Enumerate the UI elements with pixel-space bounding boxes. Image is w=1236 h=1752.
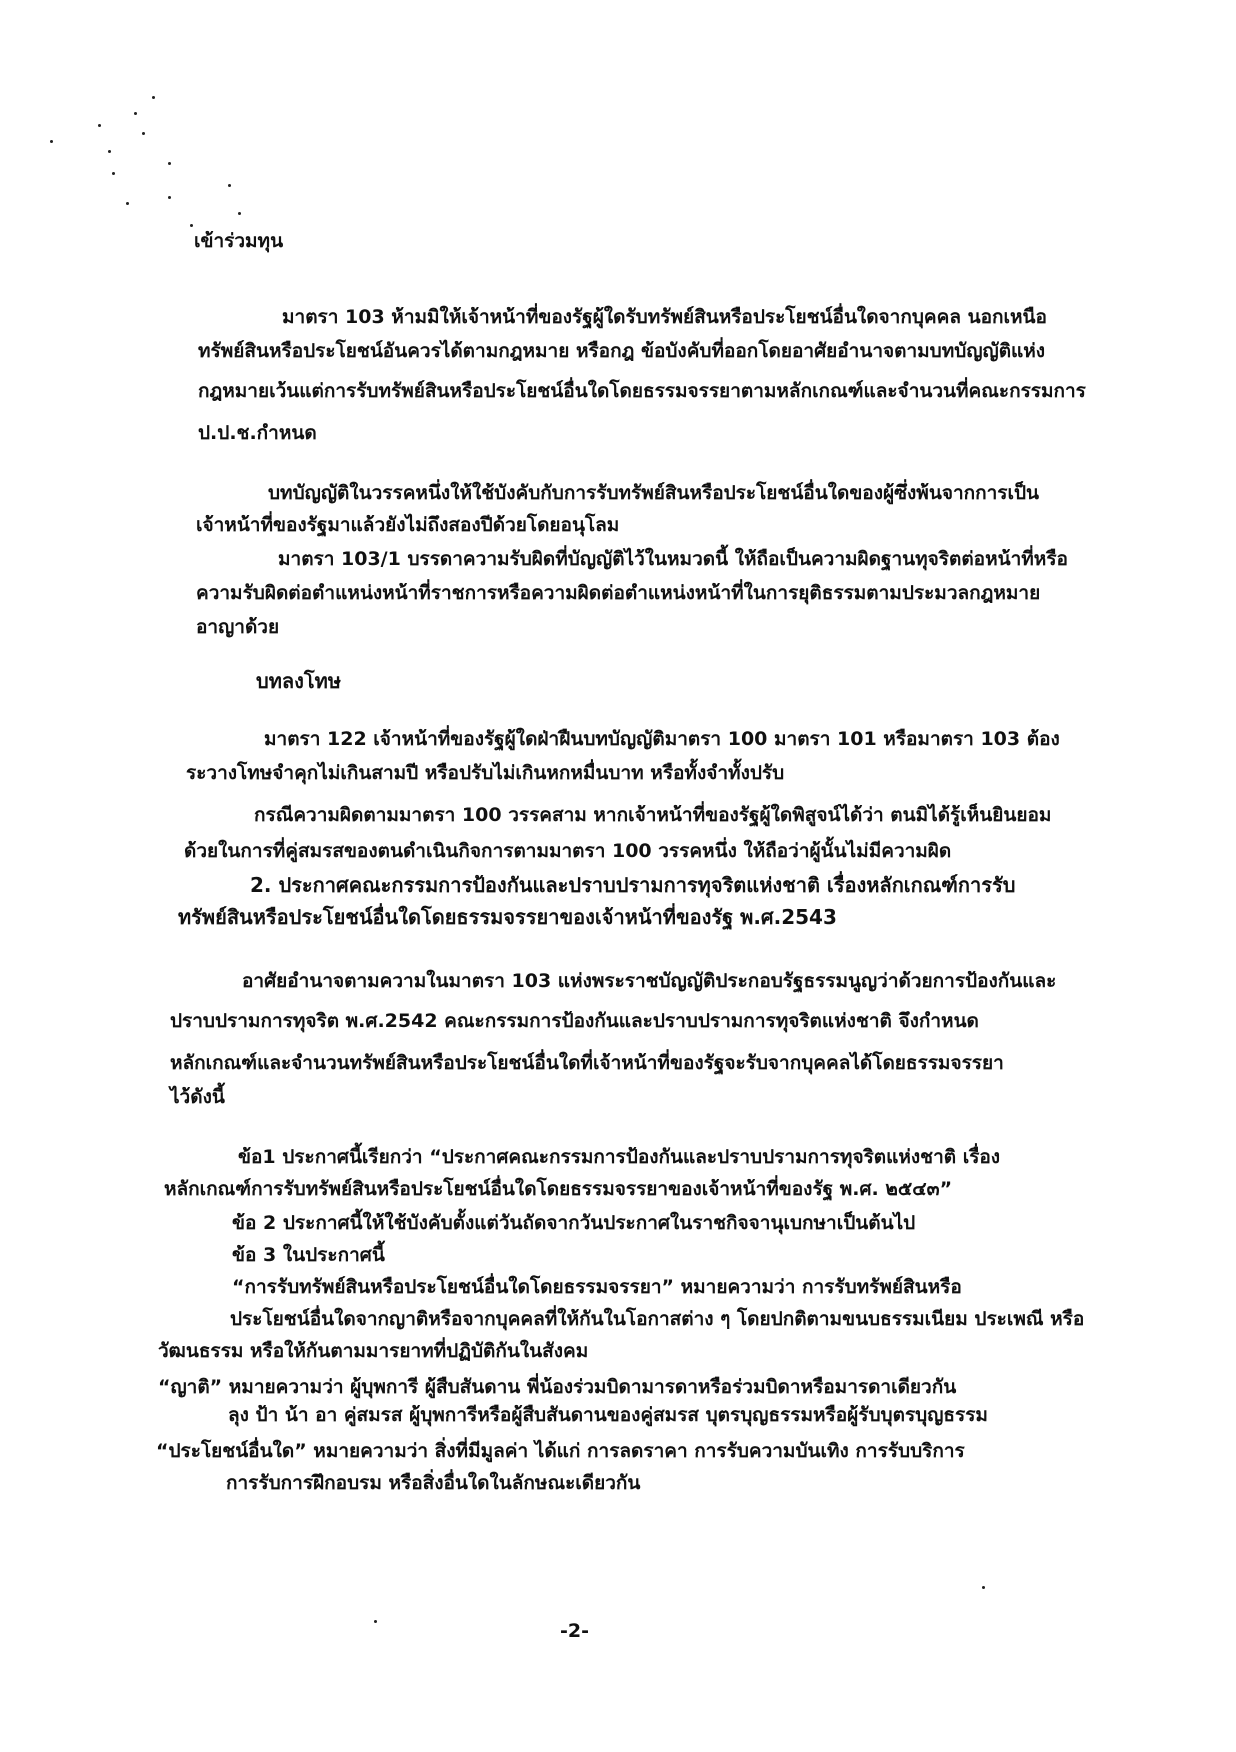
section-heading: 2. ประกาศคณะกรรมการป้องกันและปราบปรามการทุจริตแห่งชาติ เรื่องหลักเกณฑ์การรับ	[250, 873, 1016, 897]
text-line: “การรับทรัพย์สินหรือประโยชน์อื่นใดโดยธรรมจรรยา” หมายความว่า การรับทรัพย์สินหรือ	[232, 1276, 962, 1298]
text-line: กฎหมายเว้นแต่การรับทรัพย์สินหรือประโยชน์อื่นใดโดยธรรมจรรยาตามหลักเกณฑ์และจำนวนที่คณะกรรมการ	[198, 380, 1086, 402]
text-line: อาญาด้วย	[196, 616, 280, 638]
page-number: -2-	[560, 1620, 589, 1642]
scan-speck	[108, 150, 111, 153]
text-line: หลักเกณฑ์และจำนวนทรัพย์สินหรือประโยชน์อื่นใดที่เจ้าหน้าที่ของรัฐจะรับจากบุคคลได้โดยธรรมจรรยา	[170, 1052, 1004, 1074]
text-line: มาตรา 103 ห้ามมิให้เจ้าหน้าที่ของรัฐผู้ใดรับทรัพย์สินหรือประโยชน์อื่นใดจากบุคคล นอกเหนือ	[282, 306, 1047, 328]
text-line: ลุง ป้า น้า อา คู่สมรส ผู้บุพการีหรือผู้สืบสันดานของคู่สมรส บุตรบุญธรรมหรือผู้รับบุตรบุญธรรม	[228, 1404, 988, 1426]
text-line: ทรัพย์สินหรือประโยชน์อันควรได้ตามกฎหมาย หรือกฎ ข้อบังคับที่ออกโดยอาศัยอำนาจตามบทบัญญัติแห่ง	[198, 340, 1046, 362]
text-line: “ประโยชน์อื่นใด” หมายความว่า สิ่งที่มีมูลค่า ได้แก่ การลดราคา การรับความบันเทิง การรับบริการ	[156, 1440, 965, 1462]
text-line: ปราบปรามการทุจริต พ.ศ.2542 คณะกรรมการป้องกันและปราบปรามการทุจริตแห่งชาติ จึงกำหนด	[170, 1010, 979, 1032]
scan-speck	[134, 112, 137, 115]
scan-speck	[112, 172, 115, 175]
text-line: มาตรา 103/1 บรรดาความรับผิดที่บัญญัติไว้ในหมวดนี้ ให้ถือเป็นความผิดฐานทุจริตต่อหน้าที่หรือ	[278, 548, 1068, 570]
text-line: ข้อ1 ประกาศนี้เรียกว่า “ประกาศคณะกรรมการป้องกันและปราบปรามการทุจริตแห่งชาติ เรื่อง	[238, 1146, 1001, 1168]
scan-speck	[982, 1586, 985, 1589]
scan-speck	[168, 196, 171, 199]
text-line: บทบัญญัติในวรรคหนึ่งให้ใช้บังคับกับการรับทรัพย์สินหรือประโยชน์อื่นใดของผู้ซึ่งพ้นจากการเป็น	[268, 482, 1040, 504]
text-line: ระวางโทษจำคุกไม่เกินสามปี หรือปรับไม่เกินหกหมื่นบาท หรือทั้งจำทั้งปรับ	[186, 762, 785, 784]
text-line: ข้อ 2 ประกาศนี้ให้ใช้บังคับตั้งแต่วันถัดจากวันประกาศในราชกิจจานุเบกษาเป็นต้นไป	[232, 1212, 916, 1234]
text-line: การรับการฝึกอบรม หรือสิ่งอื่นใดในลักษณะเดียวกัน	[226, 1472, 641, 1494]
text-line: อาศัยอำนาจตามความในมาตรา 103 แห่งพระราชบัญญัติประกอบรัฐธรรมนูญว่าด้วยการป้องกันและ	[242, 970, 1057, 992]
scan-speck	[228, 184, 231, 187]
text-line: “ญาติ” หมายความว่า ผู้บุพการี ผู้สืบสันดาน พี่น้องร่วมบิดามารดาหรือร่วมบิดาหรือมารดาเดียวกัน	[158, 1376, 957, 1398]
section-heading: บทลงโทษ	[256, 669, 342, 693]
scan-speck	[142, 132, 145, 135]
text-line: ประโยชน์อื่นใดจากญาติหรือจากบุคคลที่ให้กันในโอกาสต่าง ๆ โดยปกติตามขนบธรรมเนียม ประเพณี หรือ	[230, 1308, 1085, 1330]
text-line: เจ้าหน้าที่ของรัฐมาแล้วยังไม่ถึงสองปีด้วยโดยอนุโลม	[196, 514, 620, 536]
scan-speck	[98, 124, 101, 127]
text-line: ด้วยในการที่คู่สมรสของตนดำเนินกิจการตามมาตรา 100 วรรคหนึ่ง ให้ถือว่าผู้นั้นไม่มีความผิด	[184, 840, 952, 862]
section-heading: ทรัพย์สินหรือประโยชน์อื่นใดโดยธรรมจรรยาของเจ้าหน้าที่ของรัฐ พ.ศ.2543	[178, 905, 837, 929]
text-line: เข้าร่วมทุน	[194, 230, 284, 252]
text-line: หลักเกณฑ์การรับทรัพย์สินหรือประโยชน์อื่นใดโดยธรรมจรรยาของเจ้าหน้าที่ของรัฐ พ.ศ. ๒๕๔๓”	[164, 1178, 953, 1200]
scan-speck	[374, 1620, 377, 1623]
text-line: วัฒนธรรม หรือให้กันตามมารยาทที่ปฏิบัติกันในสังคม	[158, 1340, 589, 1362]
text-line: ความรับผิดต่อตำแหน่งหน้าที่ราชการหรือความผิดต่อตำแหน่งหน้าที่ในการยุติธรรมตามประมวลกฎหมาย	[196, 582, 1041, 604]
text-line: กรณีความผิดตามมาตรา 100 วรรคสาม หากเจ้าหน้าที่ของรัฐผู้ใดพิสูจน์ได้ว่า ตนมิได้รู้เห็นยินยอม	[254, 804, 1052, 826]
scan-speck	[168, 162, 171, 165]
scan-speck	[190, 224, 193, 227]
scan-speck	[238, 212, 241, 215]
text-line: ป.ป.ช.กำหนด	[198, 422, 317, 444]
scan-speck	[50, 140, 53, 143]
scan-speck	[152, 96, 155, 99]
text-line: ข้อ 3 ในประกาศนี้	[232, 1244, 385, 1266]
text-line: มาตรา 122 เจ้าหน้าที่ของรัฐผู้ใดฝ่าฝืนบทบัญญัติมาตรา 100 มาตรา 101 หรือมาตรา 103 ต้อง	[264, 728, 1060, 750]
scan-speck	[126, 202, 129, 205]
text-line: ไว้ดังนี้	[170, 1086, 225, 1108]
